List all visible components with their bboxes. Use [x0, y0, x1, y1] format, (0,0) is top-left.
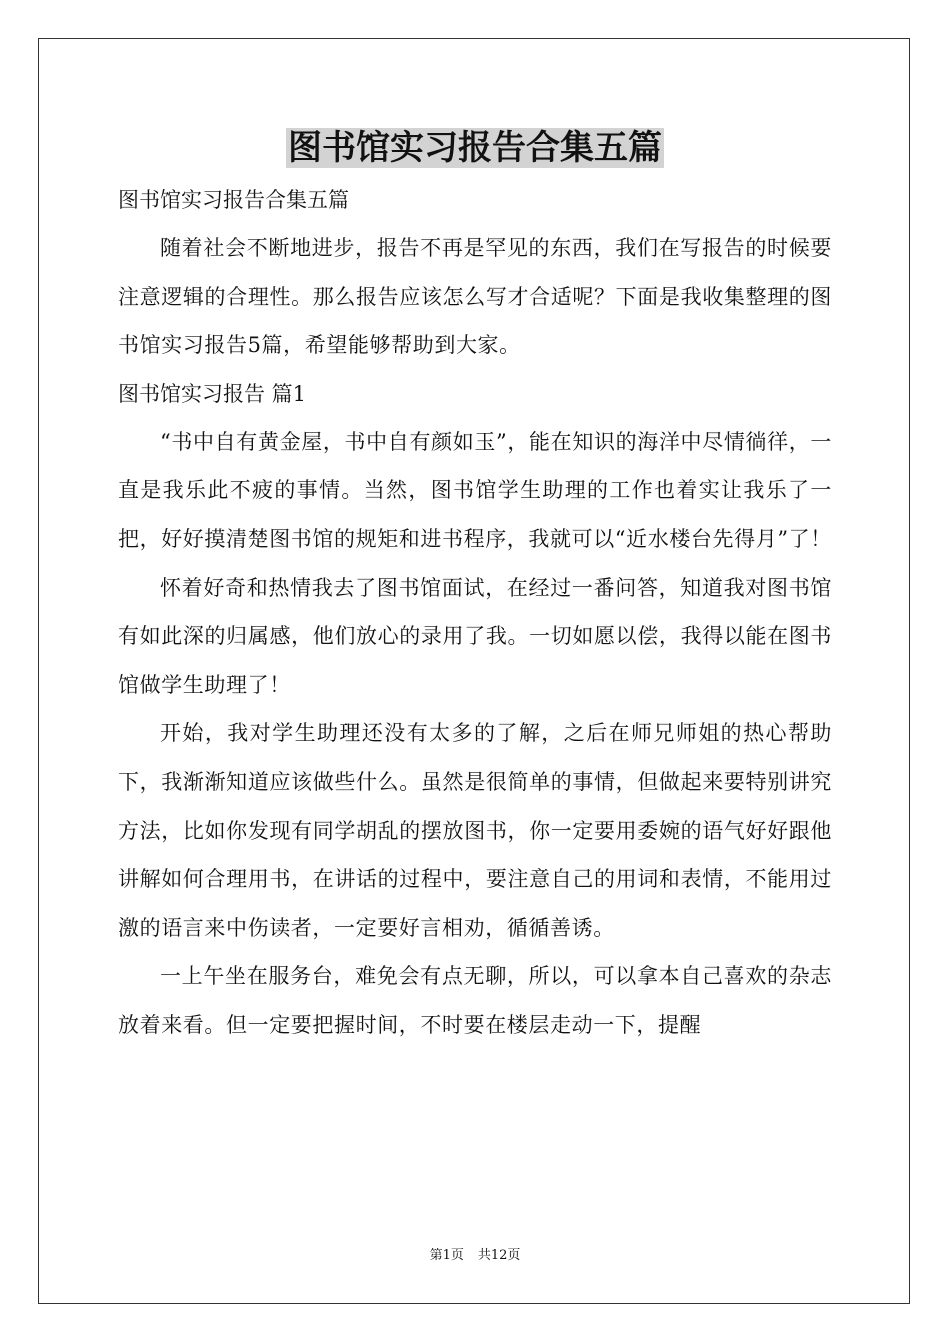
body-paragraph-1: “书中自有黄金屋，书中自有颜如玉”，能在知识的海洋中尽情徜徉，一直是我乐此不疲的事情。当然，图书馆学生助理的工作也着实让我乐了一把，好好摸清楚图书馆的规矩和进书程序，我就可以“近水楼台先得月”了！ — [118, 429, 832, 551]
document-title — [0, 122, 950, 174]
document-title-text: 图书馆实习报告合集五篇 — [288, 128, 662, 168]
document-subtitle: 图书馆实习报告合集五篇 — [118, 188, 349, 212]
body-paragraph-3: 开始，我对学生助理还没有太多的了解，之后在师兄师姐的热心帮助下，我渐渐知道应该做些什么。虽然是很简单的事情，但做起来要特别讲究方法，比如你发现有同学胡乱的摆放图书，你一定要用委婉的语气好好跟他讲解如何合理用书，在讲话的过程中，要注意自己的用词和表情，不能用过激的语言来中伤读者，一定要好言相劝，循循善诱。 — [118, 721, 832, 940]
page-total: 共12页 — [477, 1248, 521, 1263]
document-body — [118, 176, 832, 1050]
body-paragraph-4: 一上午坐在服务台，难免会有点无聊，所以，可以拿本自己喜欢的杂志放着来看。但一定要把握时间，不时要在楼层走动一下，提醒 — [118, 964, 832, 1037]
section-heading: 图书馆实习报告 篇1 — [118, 381, 307, 406]
intro-paragraph: 随着社会不断地进步，报告不再是罕见的东西，我们在写报告的时候要注意逻辑的合理性。那么报告应该怎么写才合适呢？下面是我收集整理的图书馆实习报告5篇，希望能够帮助到大家。 — [118, 236, 832, 358]
page-footer — [0, 1246, 950, 1266]
body-paragraph-2: 怀着好奇和热情我去了图书馆面试，在经过一番问答，知道我对图书馆有如此深的归属感，他们放心的录用了我。一切如愿以偿，我得以能在图书馆做学生助理了！ — [118, 575, 832, 697]
page-number: 第1页 — [429, 1248, 464, 1263]
